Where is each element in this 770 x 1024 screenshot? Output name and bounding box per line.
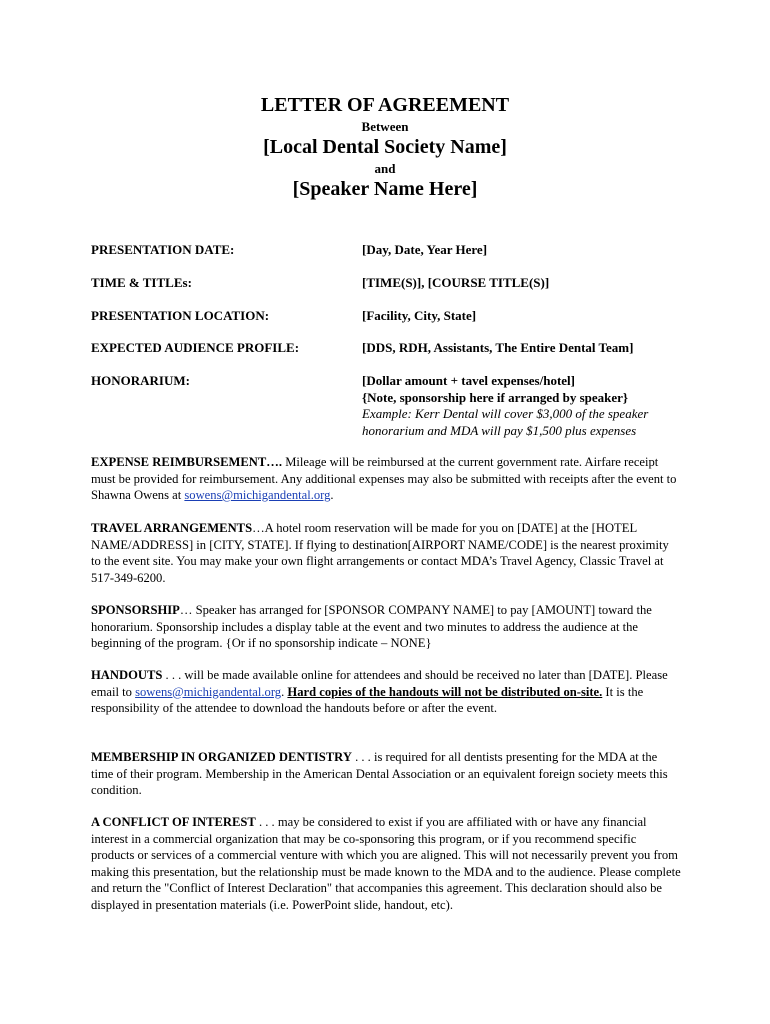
conflict-text: . . . may be considered to exist if you are affiliated with or have any financial interest in a commercial organization that may be co-sponsoring this program, or if you recommend specific products or services of a commercial venture with which you are aligned. This will not necessarily prevent you from making this presentation, but the relationship must be made known to the MDA and to the audience. Please complete and return the "Conflict of Interest Declaration" that accompanies this agreement. This declaration should also be displayed in presentation materials (i.e. PowerPoint slide, handout, etc). [91,815,681,912]
handouts-text-3: It is the responsibility of the attendee to download the handouts before or after the event. [91,684,644,715]
location-value: [Facility, City, State] [362,308,477,323]
society-name: [Local Dental Society Name] [263,136,507,158]
between-label: Between [361,119,409,134]
document-title: LETTER OF AGREEMENT [260,94,510,116]
sponsorship-paragraph [91,602,681,652]
travel-heading: TRAVEL ARRANGEMENTS [91,521,253,535]
handouts-paragraph [91,667,681,717]
handouts-notice: Hard copies of the handouts will not be distributed on-site. [287,684,603,699]
honorarium-amount: [Dollar amount + tavel expenses/hotel] [362,373,575,388]
travel-text: …A hotel room reservation will be made for you on [DATE] at the [HOTEL NAME/ADDRESS] in [CITY, STATE]. If flying to destination[AIRPORT NAME/CODE] is the nearest proximity to the event site. You may make your own flight arrangements or contact MDA’s Travel Agency, Classic Travel at 517-349-6200. [91,521,669,585]
presentation-date-label: PRESENTATION DATE: [91,242,235,257]
travel-arrangements-paragraph [91,520,681,586]
honorarium-example-line-2: honorarium and MDA will pay $1,500 plus expenses [362,422,637,438]
expense-text: Mileage will be reimbursed at the current government rate. Airfare receipt must be provided for reimbursement. Any additional expenses may also be submitted with receipts after the event to Shawna Owens at [91,455,677,502]
location-label: PRESENTATION LOCATION: [91,308,270,323]
time-titles-value: [TIME(S)], [COURSE TITLE(S)] [362,275,550,290]
time-titles-label: TIME & TITLEs: [91,275,192,290]
expense-email-link[interactable]: sowens@michigandental.org [184,488,331,502]
membership-paragraph [91,749,681,799]
handouts-text-1: . . . will be made available online for attendees and should be received no later than [DATE]. Please email to [91,668,668,699]
handouts-email-link[interactable]: sowens@michigandental.org [135,684,282,699]
conflict-of-interest-paragraph [91,814,681,913]
expense-end: . [330,488,334,502]
honorarium-example-line-1: Example: Kerr Dental will cover $3,000 of the speaker [362,406,649,421]
sponsorship-heading: SPONSORSHIP [91,603,180,617]
speaker-name: [Speaker Name Here] [292,178,478,200]
conflict-heading: A CONFLICT OF INTEREST [91,815,256,829]
presentation-date-value: [Day, Date, Year Here] [362,242,488,257]
handouts-text-2: . [281,684,288,699]
expense-reimbursement-paragraph [91,454,681,504]
membership-text: . . . is required for all dentists presenting for the MDA at the time of their program. Membership in the American Dental Association or an equivalent foreign society meets this condition. [91,750,668,797]
audience-label: EXPECTED AUDIENCE PROFILE: [91,340,300,355]
and-label: and [374,161,396,176]
honorarium-sponsorship-note: {Note, sponsorship here if arranged by speaker} [362,389,629,405]
honorarium-value [362,373,692,439]
sponsorship-text: … Speaker has arranged for [SPONSOR COMPANY NAME] to pay [AMOUNT] toward the honorarium. Sponsorship includes a display table at the event and two minutes to address the audience at the beginning of the program. {Or if no sponsorship indicate – NONE} [91,603,652,650]
expense-heading: EXPENSE REIMBURSEMENT…. [91,455,283,469]
handouts-heading: HANDOUTS [91,668,163,682]
honorarium-label: HONORARIUM: [91,373,190,388]
audience-value: [DDS, RDH, Assistants, The Entire Dental Team] [362,340,634,355]
membership-heading: MEMBERSHIP IN ORGANIZED DENTISTRY [91,750,352,764]
